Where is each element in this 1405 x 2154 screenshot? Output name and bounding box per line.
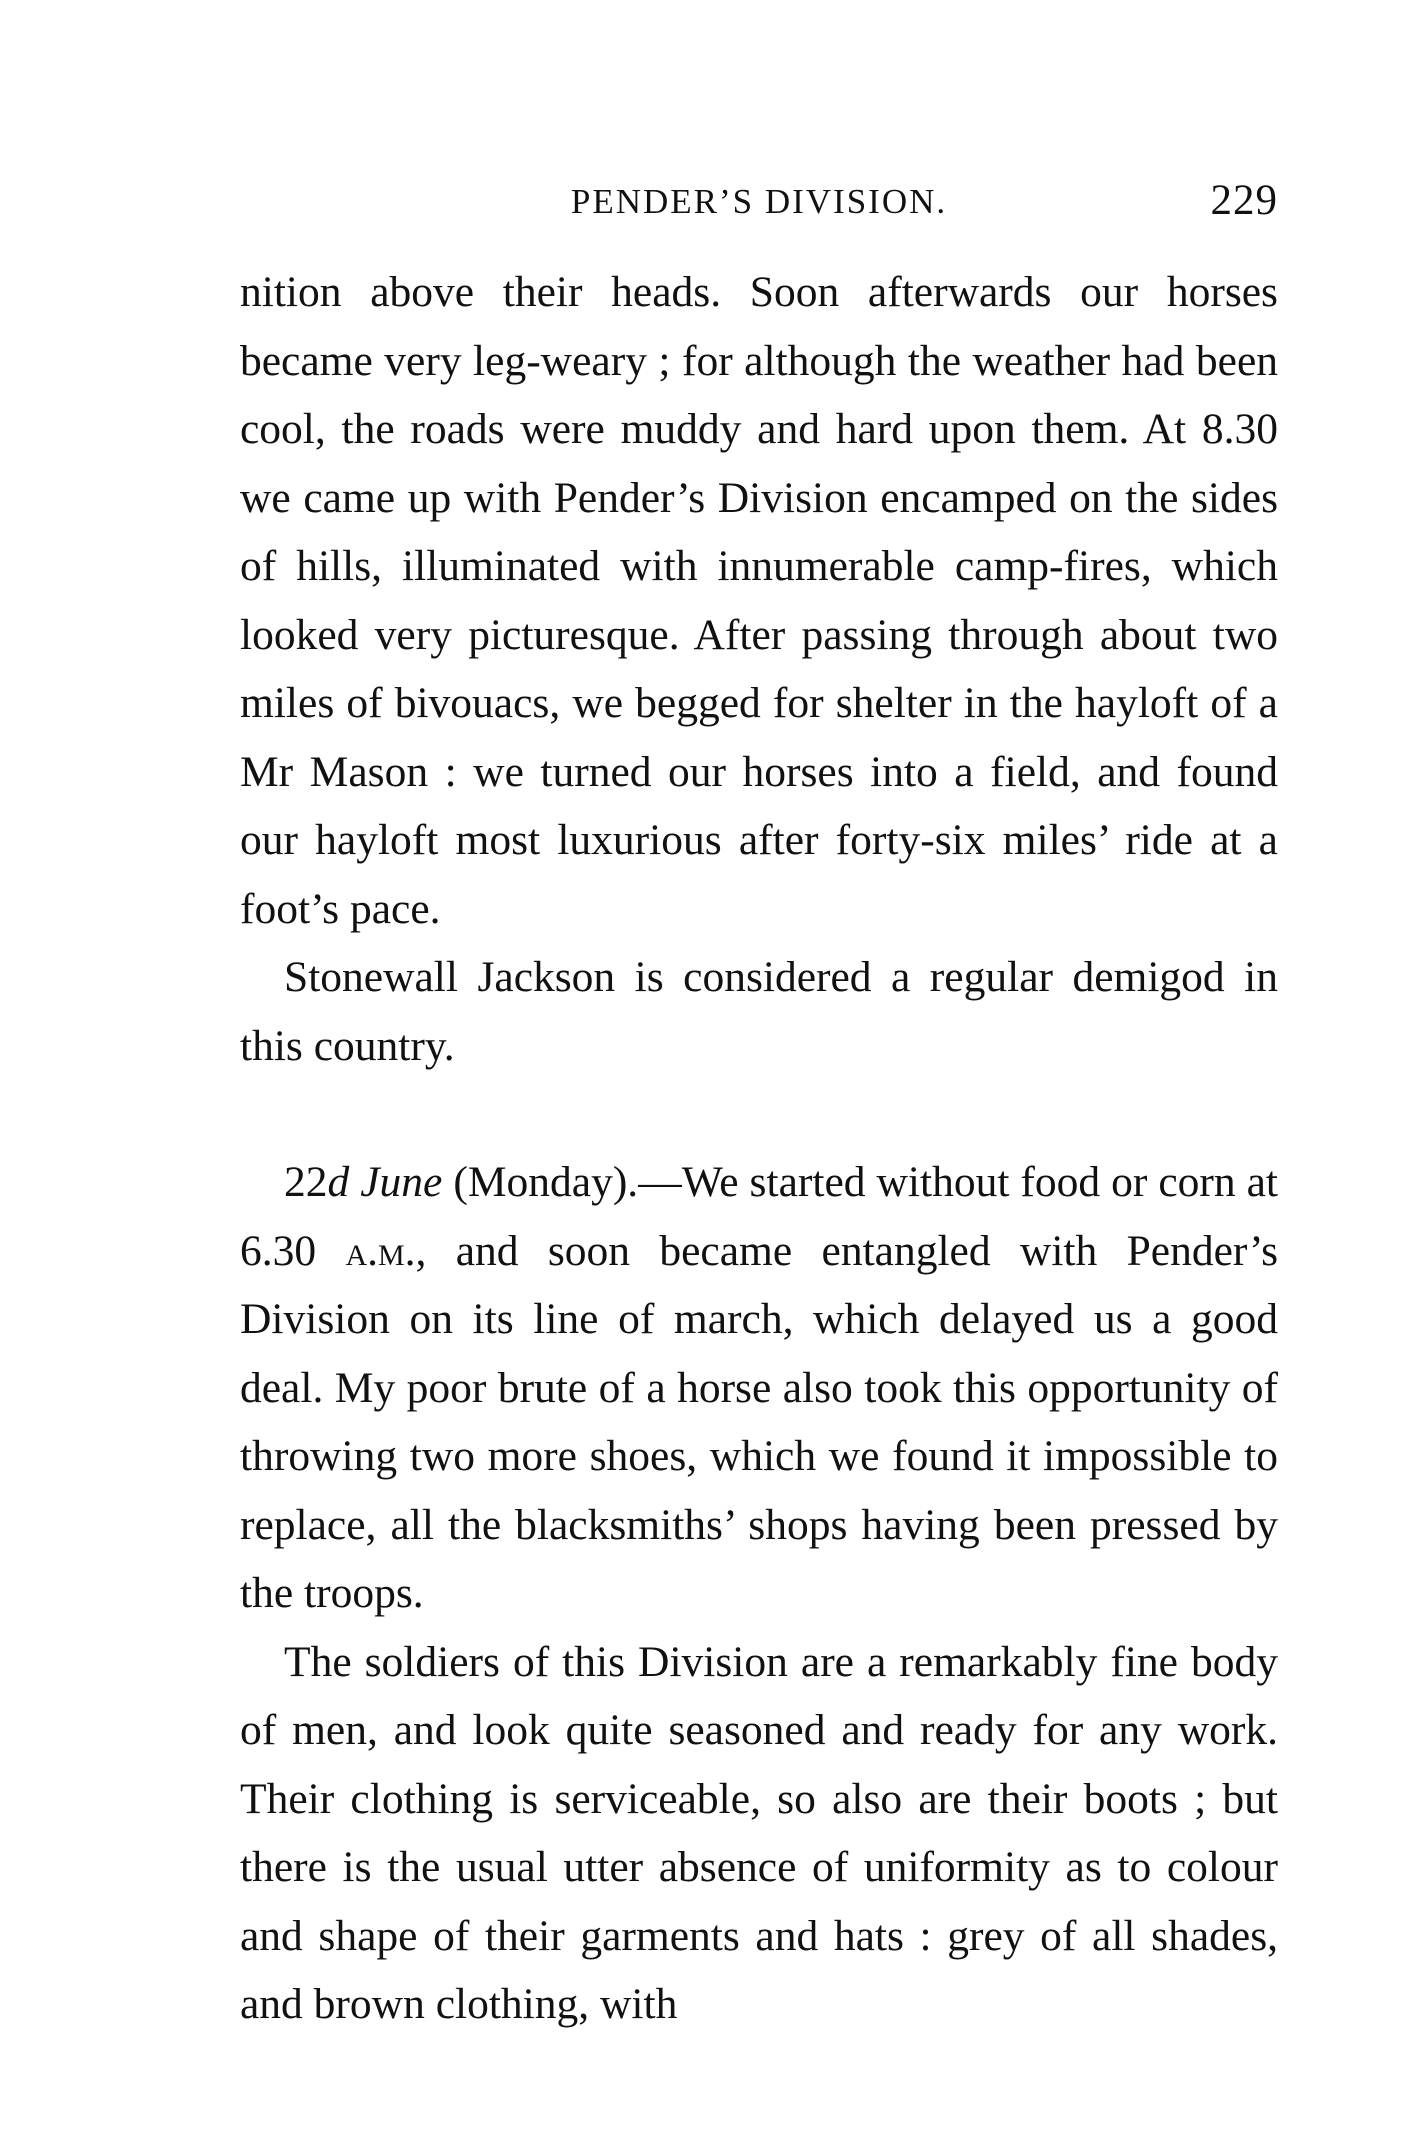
entry-date-suffix: d [327, 1158, 350, 1206]
entry-date-day: 22 [284, 1158, 328, 1206]
entry-text-before-time: —We started without food or corn at 6.30 [240, 1158, 1278, 1275]
body-text [240, 258, 1278, 2039]
entry-date-month: June [360, 1158, 443, 1206]
paragraph-soldiers: The soldiers of this Division are a remarkably fine body of men, and look quite seasoned and ready for any work. Their clothing is serviceable, so also are their boots ; but there is the usual utter absence of uniformity as to colour and shape of their garments and hats : grey of all shades, and brown clothing, with [240, 1637, 1278, 2028]
paragraph-continuation: nition above their heads. Soon afterwards our horses became very leg-weary ; for although the weather had been cool, the roads were muddy and hard upon them. At 8.30 we came up with Pender’s Division encamped on the sides of hills, illuminated with innumerable camp-fires, which looked very picturesque. After passing through about two miles of bivouacs, we begged for shelter in the hayloft of a Mr Mason : we turned our horses into a field, and found our hayloft most luxurious after forty-six miles’ ride at a foot’s pace. [240, 268, 1278, 933]
book-page [240, 0, 1278, 2154]
entry-time-marker: a.m. [345, 1226, 416, 1275]
running-head [240, 168, 1278, 228]
paragraph-stonewall: Stonewall Jackson is considered a regular demigod in this country. [240, 953, 1278, 1070]
entry-date [284, 1158, 638, 1206]
entry-text-after-time: , and soon became entangled with Pender’s Division on its line of march, which delayed us a good deal. My poor brute of a horse also took this opportunity of throwing two more shoes, which we found it impossible to replace, all the blacksmiths’ shops having been pressed by the troops. [240, 1226, 1279, 1617]
paragraph-diary-entry [240, 1148, 1278, 1628]
page-number: 229 [1210, 177, 1278, 224]
running-title: PENDER’S DIVISION. [570, 182, 948, 221]
entry-date-weekday: (Monday). [442, 1158, 639, 1206]
